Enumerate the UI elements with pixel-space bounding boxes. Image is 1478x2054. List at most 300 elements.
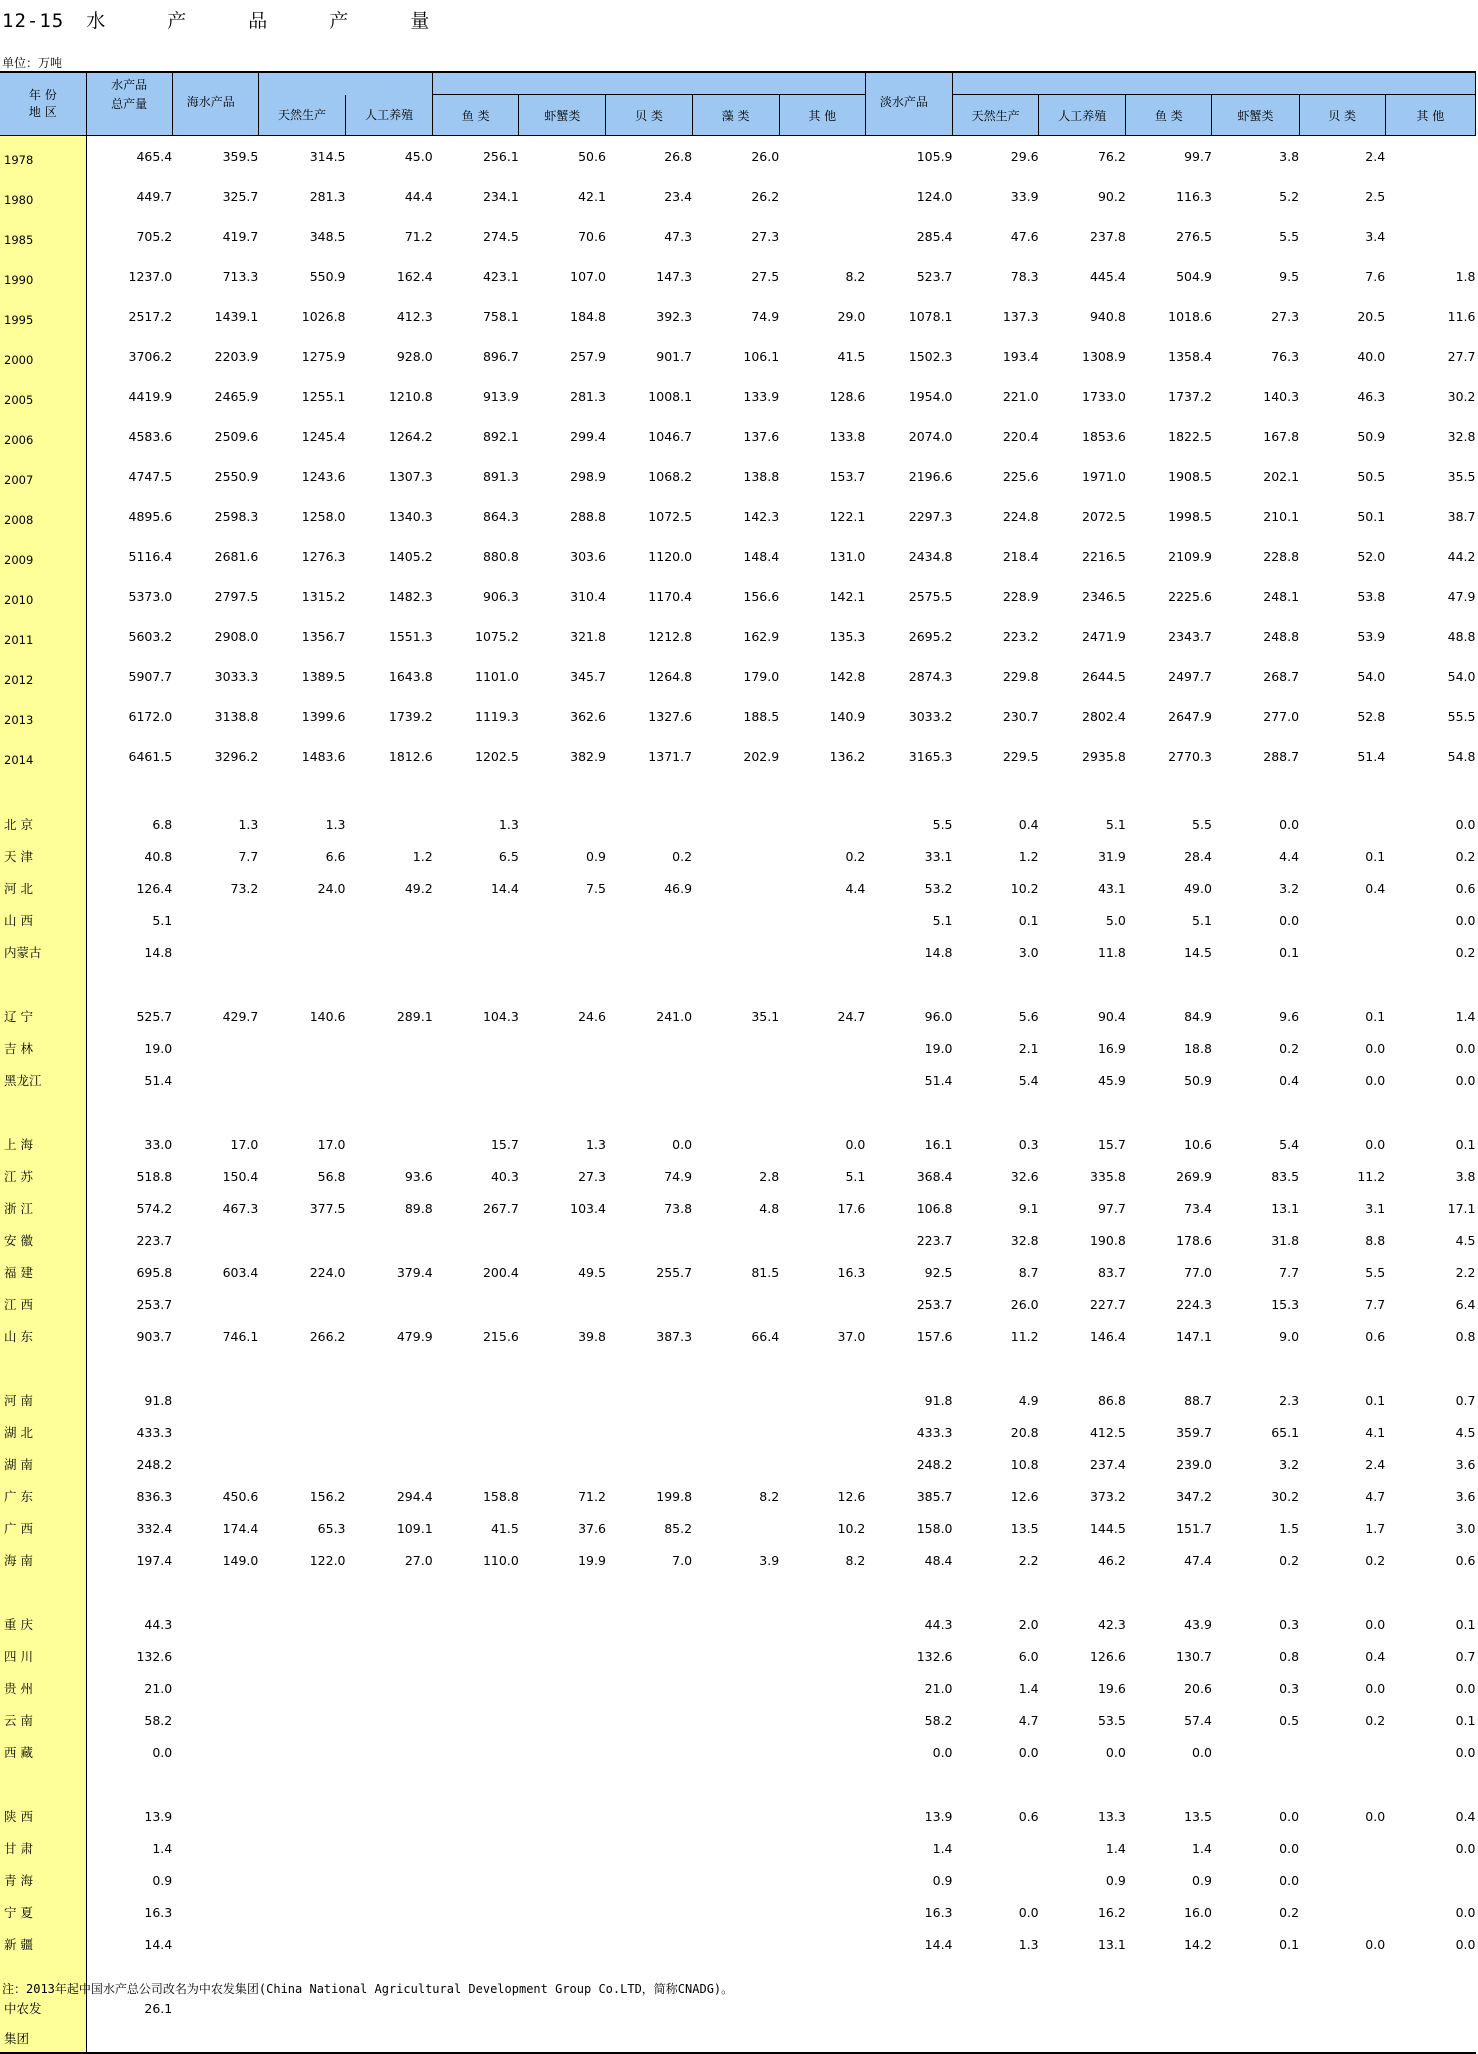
data-cell: 1120.0 [648,548,693,564]
data-cell: 0.0 [845,1136,866,1152]
table-row [0,696,1476,736]
data-cell: 2935.8 [1082,748,1126,764]
data-cell: 37.6 [578,1520,606,1536]
data-cell [779,1800,865,1832]
data-cell: 1356.7 [301,628,346,644]
data-cell: 200.4 [482,1264,519,1280]
data-cell [258,1576,345,1608]
data-cell [779,1448,865,1480]
data-cell: 132.6 [916,1648,953,1664]
data-cell: 130.7 [1176,1648,1212,1664]
data-cell [779,904,865,936]
data-cell [1385,136,1475,177]
data-cell: 348.5 [309,228,346,244]
data-cell: 15.7 [1097,1136,1126,1152]
data-cell: 880.8 [482,548,519,564]
data-cell: 47.3 [664,228,693,244]
table-row [0,416,1476,456]
data-cell: 6461.5 [128,748,173,764]
data-cell [779,136,865,177]
data-cell: 73.2 [230,880,259,896]
data-cell [692,1608,779,1640]
data-cell: 51.4 [924,1072,953,1088]
row-label: 上 海 [0,1128,86,1160]
data-cell [606,1416,692,1448]
data-cell [258,1768,345,1800]
data-cell: 43.1 [1097,880,1126,896]
data-cell [346,1704,433,1736]
data-cell: 906.3 [482,588,519,604]
data-cell: 13.3 [1097,1808,1126,1824]
data-cell [1299,1736,1385,1768]
table-row [0,1704,1476,1736]
table-row [0,1864,1476,1896]
row-label: 江 苏 [0,1160,86,1192]
data-cell: 574.2 [136,1200,173,1216]
data-cell: 42.1 [578,188,606,204]
data-cell [519,1864,606,1896]
data-cell: 6.8 [152,816,173,832]
data-cell: 23.4 [664,188,693,204]
table-row [0,616,1476,656]
data-cell: 19.0 [924,1040,953,1056]
data-cell: 0.0 [1455,1840,1476,1856]
data-cell: 45.9 [1097,1072,1126,1088]
data-cell [172,1608,258,1640]
data-cell: 0.0 [1455,1744,1476,1760]
data-cell [346,1064,433,1096]
data-cell [779,1704,865,1736]
data-cell [519,904,606,936]
row-label: 陕 西 [0,1800,86,1832]
data-cell [519,776,606,808]
data-cell: 124.0 [916,188,953,204]
data-cell [519,1096,606,1128]
data-cell [346,936,433,968]
data-cell: 202.9 [743,748,780,764]
data-cell [1299,936,1385,968]
data-cell: 93.6 [404,1168,433,1184]
row-label: 山 东 [0,1320,86,1352]
data-cell: 2216.5 [1082,548,1126,564]
data-cell [1385,2024,1475,2053]
data-cell: 188.5 [743,708,780,724]
row-label: 吉 林 [0,1032,86,1064]
data-cell: 92.5 [924,1264,953,1280]
data-cell: 167.8 [1263,428,1300,444]
data-cell: 1046.7 [648,428,693,444]
data-cell: 11.6 [1447,308,1476,324]
data-cell: 1237.0 [128,268,173,284]
data-cell [953,1096,1039,1128]
data-cell [1039,1096,1126,1128]
data-cell [1212,776,1299,808]
row-label: 宁 夏 [0,1896,86,1928]
data-cell: 758.1 [482,308,519,324]
header-fresh-sub: 鱼 类 [1126,95,1212,136]
data-cell: 0.0 [932,1744,953,1760]
data-cell: 392.3 [656,308,693,324]
data-cell: 224.0 [309,1264,346,1280]
data-cell: 1307.3 [388,468,433,484]
data-cell [433,1736,519,1768]
data-cell: 48.8 [1447,628,1476,644]
data-cell [606,1832,692,1864]
data-cell: 20.5 [1357,308,1386,324]
data-cell: 146.4 [1089,1328,1126,1344]
data-cell: 0.3 [1018,1136,1039,1152]
data-cell [172,1288,258,1320]
data-cell: 1.4 [152,1840,173,1856]
data-cell [692,1448,779,1480]
row-label: 天 津 [0,840,86,872]
table-row [0,496,1476,536]
data-cell: 110.0 [482,1552,519,1568]
data-cell: 51.4 [1357,748,1386,764]
data-cell [86,1352,172,1384]
data-cell: 0.0 [1455,1040,1476,1056]
table-row [0,216,1476,256]
data-cell [433,1384,519,1416]
data-cell [953,1768,1039,1800]
data-cell: 17.6 [837,1200,866,1216]
data-cell: 55.5 [1447,708,1476,724]
data-cell [1126,1960,1212,1992]
data-cell: 30.2 [1447,388,1476,404]
data-cell [1299,1896,1385,1928]
data-cell [433,1576,519,1608]
data-cell: 269.9 [1176,1168,1212,1184]
data-cell: 419.7 [222,228,259,244]
data-cell [172,1224,258,1256]
data-cell: 433.3 [916,1424,953,1440]
data-cell: 1908.5 [1168,468,1212,484]
data-cell: 1739.2 [388,708,433,724]
data-cell [692,840,779,872]
row-label: 山 西 [0,904,86,936]
data-cell: 41.5 [490,1520,519,1536]
data-cell: 0.1 [1455,1616,1476,1632]
row-label: 福 建 [0,1256,86,1288]
data-cell: 33.0 [144,1136,173,1152]
data-cell [172,1736,258,1768]
data-cell: 0.9 [152,1872,173,1888]
data-cell: 74.9 [664,1168,693,1184]
data-cell [606,1896,692,1928]
data-cell [1039,968,1126,1000]
table-row [0,1192,1476,1224]
row-label: 1990 [0,256,86,296]
table-row [0,1480,1476,1512]
data-cell: 903.7 [136,1328,173,1344]
data-cell: 26.0 [1010,1296,1039,1312]
data-cell [1385,176,1475,216]
row-label [0,1768,86,1800]
row-label: 2010 [0,576,86,616]
header-marine-sub: 虾蟹类 [519,95,606,136]
data-cell: 288.7 [1263,748,1300,764]
data-cell [346,776,433,808]
header-fresh-sub: 虾蟹类 [1212,95,1299,136]
data-cell: 20.8 [1010,1424,1039,1440]
data-cell [865,1960,952,1992]
data-cell: 84.9 [1184,1008,1212,1024]
data-cell: 12.6 [1010,1488,1039,1504]
table-row [0,808,1476,840]
data-cell: 1.3 [1018,1936,1039,1952]
data-cell: 299.4 [570,428,606,444]
data-cell [519,1672,606,1704]
data-cell: 90.2 [1097,188,1126,204]
data-cell: 40.8 [144,848,173,864]
data-cell: 218.4 [1002,548,1039,564]
data-cell: 0.2 [1455,848,1476,864]
data-cell: 0.0 [1365,1136,1386,1152]
data-cell: 97.7 [1097,1200,1126,1216]
data-cell: 274.5 [482,228,519,244]
data-cell: 0.2 [672,848,693,864]
data-cell [1126,776,1212,808]
data-cell [606,1288,692,1320]
data-cell: 3.2 [1279,880,1300,896]
data-cell: 150.4 [222,1168,259,1184]
data-cell: 2598.3 [214,508,259,524]
data-cell: 228.9 [1002,588,1039,604]
data-cell [519,1800,606,1832]
data-cell: 140.9 [829,708,866,724]
data-cell [433,1864,519,1896]
data-cell: 1264.2 [388,428,433,444]
data-cell [606,1608,692,1640]
data-cell [1299,1576,1385,1608]
data-cell [1385,1992,1475,2024]
data-cell: 40.0 [1357,348,1386,364]
data-cell [1039,776,1126,808]
data-cell: 17.0 [317,1136,346,1152]
data-cell: 58.2 [144,1712,173,1728]
data-cell: 0.0 [1279,912,1300,928]
data-cell: 1075.2 [475,628,519,644]
header-fresh-sub: 天然生产 [953,95,1039,136]
data-cell: 0.1 [1365,1008,1386,1024]
data-cell: 31.8 [1271,1232,1300,1248]
data-cell [346,1128,433,1160]
table-row [0,1064,1476,1096]
data-cell: 197.4 [136,1552,173,1568]
data-cell: 892.1 [482,428,519,444]
data-cell: 1072.5 [648,508,693,524]
data-cell: 156.6 [743,588,780,604]
data-cell: 0.0 [672,1136,693,1152]
data-cell: 136.2 [829,748,866,764]
data-cell [1212,1768,1299,1800]
data-cell: 193.4 [1002,348,1039,364]
data-cell [779,1576,865,1608]
data-cell: 96.0 [924,1008,953,1024]
row-label: 四 川 [0,1640,86,1672]
table-row [0,2024,1476,2053]
data-cell: 16.3 [837,1264,866,1280]
data-cell [519,1224,606,1256]
data-cell: 51.4 [144,1072,173,1088]
data-cell: 44.2 [1447,548,1476,564]
table-row [0,936,1476,968]
row-label: 2008 [0,496,86,536]
data-cell: 13.5 [1010,1520,1039,1536]
data-cell: 9.1 [1018,1200,1039,1216]
data-cell: 0.6 [1455,880,1476,896]
header-region: 地 区 [28,105,57,119]
data-cell: 4583.6 [128,428,173,444]
data-cell: 3296.2 [214,748,259,764]
row-label [0,1576,86,1608]
data-cell [606,776,692,808]
data-cell: 276.5 [1176,228,1212,244]
data-cell: 107.0 [570,268,606,284]
table-row [0,1000,1476,1032]
data-cell [1126,1768,1212,1800]
data-cell [1039,1576,1126,1608]
data-cell [519,1448,606,1480]
data-cell: 433.3 [136,1424,173,1440]
row-label: 重 庆 [0,1608,86,1640]
data-cell: 14.2 [1184,1936,1212,1952]
row-label: 2014 [0,736,86,776]
data-cell [865,1992,952,2024]
data-cell [692,1736,779,1768]
data-cell: 325.7 [222,188,259,204]
data-cell [606,1032,692,1064]
data-cell [519,1768,606,1800]
data-cell [1212,968,1299,1000]
data-cell: 223.2 [1002,628,1039,644]
data-cell: 28.4 [1184,848,1212,864]
data-cell [779,1928,865,1960]
row-label: 2006 [0,416,86,456]
data-cell: 0.2 [1455,944,1476,960]
data-cell: 0.7 [1455,1648,1476,1664]
data-cell: 0.4 [1018,816,1039,832]
data-cell [953,1960,1039,1992]
data-cell: 135.3 [829,628,866,644]
data-cell [692,1128,779,1160]
data-cell: 105.9 [916,148,953,164]
data-cell: 864.3 [482,508,519,524]
data-cell: 26.2 [751,188,780,204]
data-cell: 2203.9 [214,348,259,364]
data-cell: 13.5 [1184,1808,1212,1824]
data-cell: 224.3 [1176,1296,1212,1312]
data-cell: 13.9 [924,1808,953,1824]
row-label: 1995 [0,296,86,336]
data-cell: 1275.9 [301,348,346,364]
header-marine-sub: 其 他 [779,95,865,136]
data-cell: 2074.0 [908,428,953,444]
data-cell: 0.0 [1018,1744,1039,1760]
data-cell: 29.0 [837,308,866,324]
data-cell [779,1736,865,1768]
data-cell [779,1768,865,1800]
data-cell: 4.4 [1279,848,1300,864]
data-cell [258,1032,345,1064]
data-cell: 14.4 [490,880,519,896]
data-cell [1212,1960,1299,1992]
data-cell: 1170.4 [648,588,693,604]
data-cell: 277.0 [1263,708,1300,724]
data-cell: 1954.0 [908,388,953,404]
data-cell: 162.9 [743,628,780,644]
data-cell: 1.3 [498,816,519,832]
data-cell [606,1672,692,1704]
header-marine-band-a [258,72,432,95]
header-marine-sub: 人工养殖 [346,95,433,136]
data-cell: 149.0 [222,1552,259,1568]
data-cell [258,968,345,1000]
row-label: 海 南 [0,1544,86,1576]
data-cell: 26.0 [751,148,780,164]
data-cell: 133.8 [829,428,866,444]
data-cell [346,1032,433,1064]
data-cell: 44.4 [404,188,433,204]
data-cell: 33.9 [1010,188,1039,204]
data-cell [779,1608,865,1640]
row-label: 1980 [0,176,86,216]
data-cell [258,1288,345,1320]
data-cell: 157.6 [916,1328,953,1344]
data-cell: 1812.6 [388,748,433,764]
data-cell: 7.7 [238,848,259,864]
data-cell: 17.1 [1447,1200,1476,1216]
data-cell: 140.6 [309,1008,346,1024]
table-row [0,336,1476,376]
data-cell [346,1800,433,1832]
data-cell [519,1832,606,1864]
data-cell [519,936,606,968]
data-cell: 1.4 [1455,1008,1476,1024]
data-cell: 0.0 [1279,1808,1300,1824]
data-cell: 0.2 [1279,1904,1300,1920]
data-cell: 1210.8 [388,388,433,404]
data-cell: 0.2 [1365,1712,1386,1728]
data-cell [779,1672,865,1704]
data-cell: 0.3 [1279,1680,1300,1696]
data-cell: 3.0 [1018,944,1039,960]
data-cell: 237.4 [1089,1456,1126,1472]
data-cell: 4.8 [759,1200,780,1216]
data-cell [953,1864,1039,1896]
data-cell: 37.0 [837,1328,866,1344]
data-cell: 2797.5 [214,588,259,604]
data-cell: 2196.6 [908,468,953,484]
data-cell: 91.8 [924,1392,953,1408]
spacer-row [0,1352,1476,1384]
data-cell: 0.2 [1279,1040,1300,1056]
data-cell: 2550.9 [214,468,259,484]
data-cell: 24.0 [317,880,346,896]
data-cell [1385,1960,1475,1992]
data-cell [172,776,258,808]
data-cell: 7.6 [1365,268,1386,284]
data-cell: 0.0 [1105,1744,1126,1760]
data-cell [433,2024,519,2053]
data-cell [346,1384,433,1416]
data-cell: 1327.6 [648,708,693,724]
data-cell: 8.2 [845,1552,866,1568]
data-cell: 7.7 [1279,1264,1300,1280]
data-cell: 16.3 [144,1904,173,1920]
data-cell [865,968,952,1000]
data-cell: 2647.9 [1168,708,1212,724]
